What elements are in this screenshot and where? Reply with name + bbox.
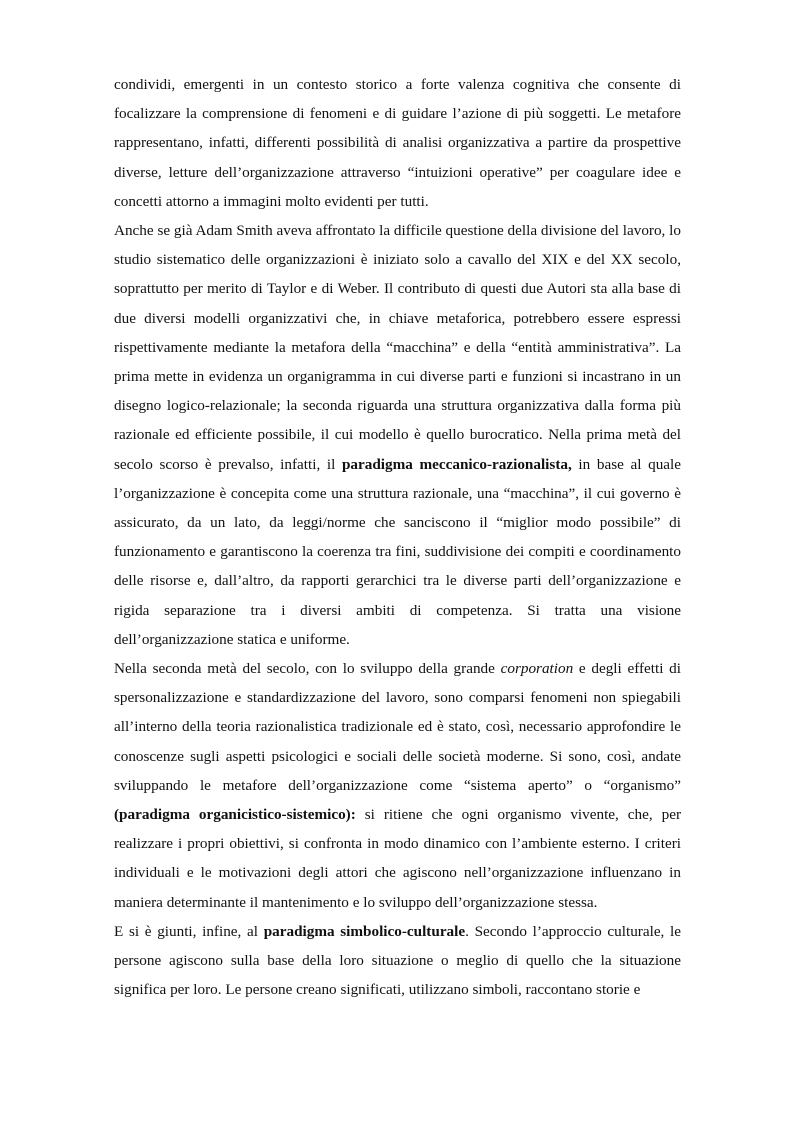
text-segment: . Secondo l’approccio culturale, le persone agiscono sulla base della loro situazione o meglio di quello che la situazione significa per loro. Le persone creano significati, utilizzano simboli, raccontano storie e [114,922,682,999]
text-segment: e degli effetti di spersonalizzazione e standardizzazione del lavoro, sono comparsi fenomeni non spiegabili all’interno della teoria razionalistica tradizionale ed è stato, così, necessario approfondire le conoscenze sugli aspetti psicologici e sociali delle società moderne. Si sono, così, andate sviluppando le metafore dell’organizzazione come “sistema aperto” o “organismo” [114,660,681,794]
text-segment: si ritiene che ogni organismo vivente, che, per realizzare i propri obiettivi, si confronta in modo dinamico con l’ambiente esterno. I criteri individuali e le motivazioni degli attori che agiscono nell’organizzazione influenzano in maniera determinante il mantenimento e lo sviluppo dell’organizzazione stessa. [114,806,681,911]
paragraph-1 [114,70,681,216]
text-segment: E si è giunti, infine, al [114,922,264,940]
text-segment: Anche se già Adam Smith aveva affrontato la difficile questione della divisione del lavoro, lo studio sistematico delle organizzazioni è iniziato solo a cavallo del XIX e del XX secolo, soprattutto per merito di Taylor e di Weber. Il contributo di questi due Autori sta alla base di due diversi modelli organizzativi che, in chiave metaforica, potrebbero essere espressi rispettivamente mediante la metafora della “macchina” e della “entità amministrativa”. La prima mette in evidenza un organigramma in cui diverse parti e funzioni si incastrano in un disegno logico-relazionale; la seconda riguarda una struttura organizzativa dalla forma più razionale ed efficiente possibile, il cui modello è quello burocratico. Nella prima metà del secolo scorso è prevalso, infatti, il [114,222,681,473]
paragraph-3 [114,654,681,917]
text-segment: in base al quale l’organizzazione è concepita come una struttura razionale, una “macchina”, il cui governo è assicurato, da un lato, da leggi/norme che sanciscono il “miglior modo possibile” di funzionamento e garantiscono la coerenza tra fini, suddivisione dei compiti e coordinamento delle risorse e, dall’altro, da rapporti gerarchici tra le diverse parti dell’organizzazione e rigida separazione tra i diversi ambiti di competenza. Si tratta una visione dell’organizzazione statica e uniforme. [114,455,681,648]
text-segment: condividi, emergenti in un contesto storico a forte valenza cognitiva che consente di focalizzare la comprensione di fenomeni e di guidare l’azione di più soggetti. Le metafore rappresentano, infatti, differenti possibilità di analisi organizzativa a partire da prospettive diverse, letture dell’organizzazione attraverso “intuizioni operative” per coagulare idee e concetti attorno a immagini molto evidenti per tutti. [114,76,681,210]
bold-term-meccanico-razionalista: paradigma meccanico-razionalista, [341,455,572,473]
bold-term-simbolico-culturale: paradigma simbolico-culturale [263,922,466,940]
document-page [114,70,681,1005]
paragraph-2 [114,216,681,654]
italic-term-corporation: corporation [500,660,574,678]
paragraph-4 [114,917,681,1005]
text-segment: Nella seconda metà del secolo, con lo sviluppo della grande [114,660,501,678]
bold-term-organicistico-sistemico: (paradigma organicistico-sistemico): [114,806,356,824]
